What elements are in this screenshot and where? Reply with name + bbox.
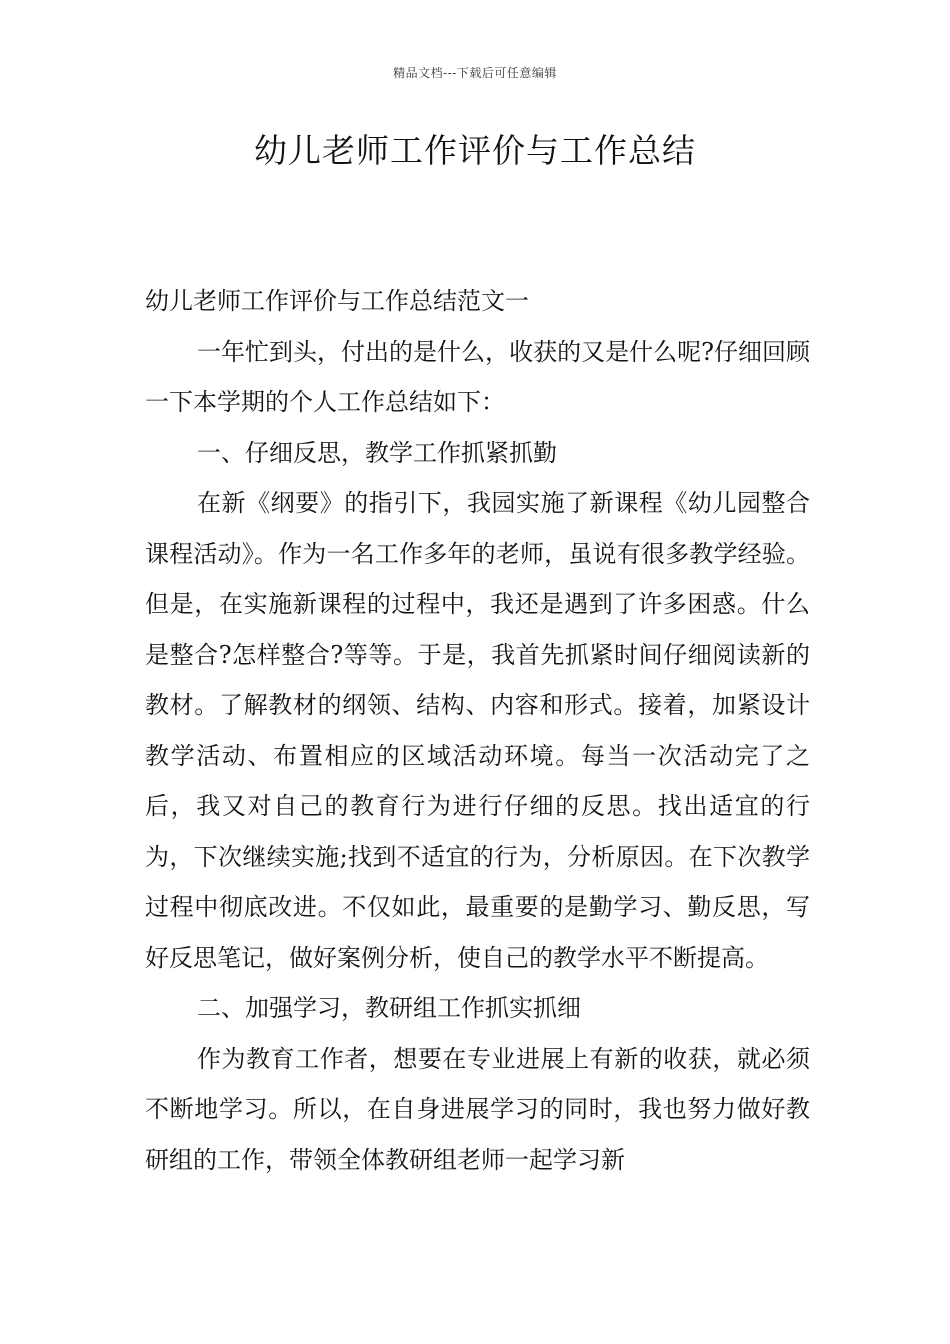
section-paragraph-2: 作为教育工作者，想要在专业进展上有新的收获，就必须不断地学习。所以，在自身进展学习的同时，我也努力做好教研组的工作，带领全体教研组老师一起学习新 [145, 1044, 810, 1174]
section-heading-1: 一、仔细反思，教学工作抓紧抓勤 [197, 438, 557, 467]
document-body [145, 276, 810, 1185]
section-heading-2: 二、加强学习，教研组工作抓实抓细 [197, 994, 581, 1022]
header-note: 精品文档---下载后可任意编辑 [393, 66, 557, 80]
section-paragraph-1: 在新《纲要》的指引下，我园实施了新课程《幼儿园整合课程活动》。作为一名工作多年的老师，虽说有很多教学经验。但是，在实施新课程的过程中，我还是遇到了许多困惑。什么是整合?怎样整合?等等。于是，我首先抓紧时间仔细阅读新的教材。了解教材的纲领、结构、内容和形式。接着，加紧设计教学活动、布置相应的区域活动环境。每当一次活动完了之后，我又对自己的教育行为进行仔细的反思。找出适宜的行为，下次继续实施;找到不适宜的行为，分析原因。在下次教学过程中彻底改进。不仅如此，最重要的是勤学习、勤反思，写好反思笔记，做好案例分析，使自己的教学水平不断提高。 [145, 489, 810, 972]
subtitle-paragraph: 幼儿老师工作评价与工作总结范文一 [145, 287, 529, 315]
intro-paragraph: 一年忙到头，付出的是什么，收获的又是什么呢?仔细回顾一下本学期的个人工作总结如下： [145, 337, 810, 416]
document-title: 幼儿老师工作评价与工作总结 [254, 131, 696, 170]
